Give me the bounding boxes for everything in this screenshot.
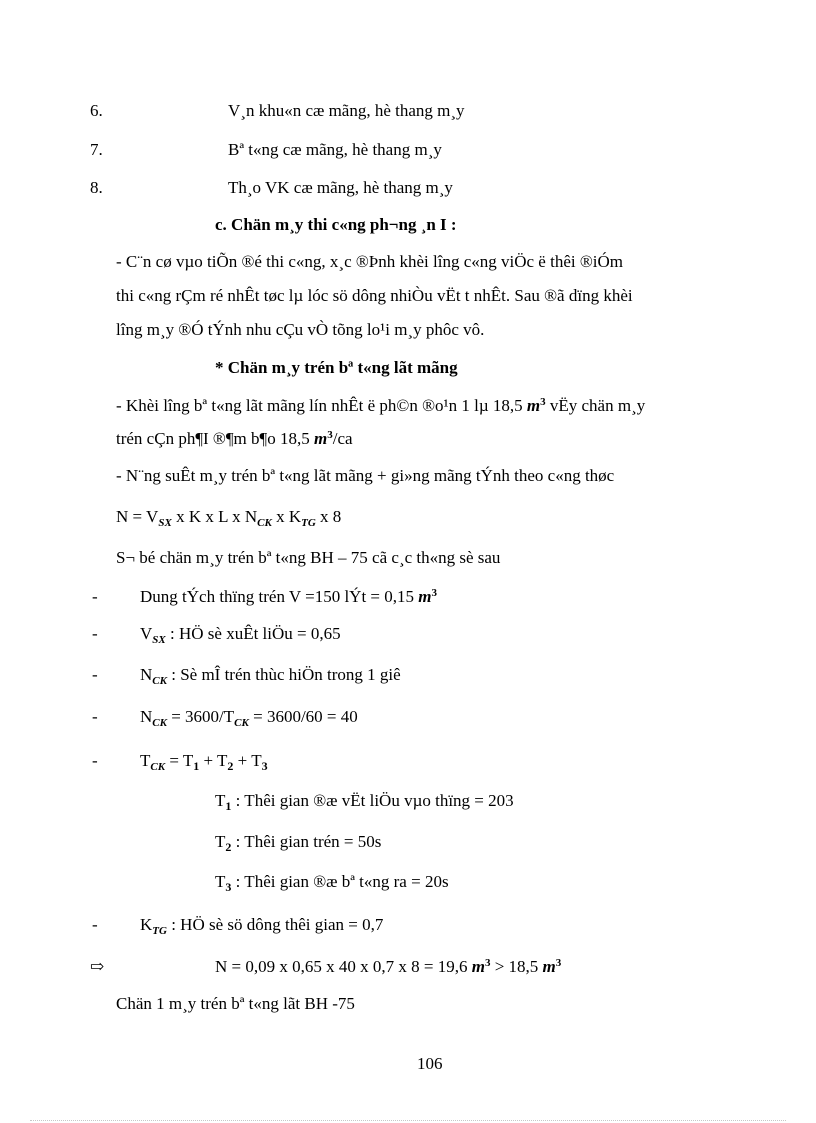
paragraph-2-line-2: trén cÇn ph¶I ®¶m b¶o 18,5 $m^3/ca$ — [116, 429, 353, 448]
arrow-icon: ⇨ — [90, 957, 105, 976]
bullet-cycle-time: $T_{CK} = T_1 + T_2 + T_3$ — [140, 751, 268, 773]
bullet-dash: - — [92, 624, 98, 643]
paragraph-3: - N¨ng suÊt m¸y trén bª t«ng lãt mãng + gi»ng mãng tÝnh theo c«ng thøc — [116, 466, 615, 485]
conclusion: Chän 1 m¸y trén bª t«ng lãt BH -75 — [116, 994, 355, 1013]
bullet-time-utilization: $K_{TG}$ : HÖ sè sö dông thêi gian = 0,7 — [140, 915, 384, 937]
bullet-dash: - — [92, 707, 98, 726]
bullet-dash: - — [92, 587, 98, 606]
result-calculation: N = 0,09 x 0,65 x 40 x 0,7 x 8 = 19,6 $m^3 > 18,5$ $m^3$ — [215, 957, 562, 976]
bullet-dash: - — [92, 665, 98, 684]
paragraph-1-line-2: thi c«ng rÇm ré nhÊt tøc lµ lóc sö dông nhiÒu vËt t nhÊt. Sau ®ã dïng khèi — [116, 286, 633, 305]
paragraph-1-line-1: - C¨n cø vµo tiÕn ®é thi c«ng, x¸c ®Þnh khèi lîng c«ng viÖc ë thêi ®iÓm — [116, 252, 623, 271]
cycle-time-t2: $T_2$ : Thêi gian trén = 50s — [215, 832, 382, 854]
list-number-8: 8. — [90, 178, 103, 197]
bullet-dash: - — [92, 915, 98, 934]
bullet-batches-per-hour: $N_{CK}$ : Sè mÎ trén thùc hiÖn trong 1 giê — [140, 665, 401, 687]
section-heading-c: c. Chän m¸y thi c«ng ph¬ng ¸n I : — [215, 215, 457, 234]
productivity-formula: $N = V_{SX}$ x K x L x $N_{CK}$ x $K_{TG}$ x 8 — [116, 507, 342, 529]
bullet-dash: - — [92, 751, 98, 770]
list-item-6: V¸n khu«n cæ mãng, hè thang m¸y — [228, 101, 465, 120]
cycle-time-t3: $T_3$ : Thêi gian ®æ bª t«ng ra = 20s — [215, 872, 449, 894]
subsection-heading: * Chän m¸y trén bª t«ng lãt mãng — [215, 358, 458, 377]
spec-intro: S¬ bé chän m¸y trén bª t«ng BH – 75 cã c¸c th«ng sè sau — [116, 548, 501, 567]
paragraph-2-line-1: - Khèi lîng bª t«ng lãt mãng lín nhÊt ë ph©n ®o¹n 1 lµ 18,5 $m^3$ vËy chän m¸y — [116, 396, 646, 415]
footer-divider — [30, 1120, 786, 1121]
list-item-8: Th¸o VK cæ mãng, hè thang m¸y — [228, 178, 453, 197]
bullet-output-coefficient: $V_{SX}$ : HÖ sè xuÊt liÖu = 0,65 — [140, 624, 341, 646]
paragraph-1-line-3: lîng m¸y ®Ó tÝnh nhu cÇu vÒ tõng lo¹i m¸y phôc vô. — [116, 320, 485, 339]
bullet-drum-capacity: Dung tÝch thïng trén V =150 lÝt = 0,15 $m^3$ — [140, 587, 437, 606]
page-number: 106 — [417, 1054, 443, 1073]
list-item-7: Bª t«ng cæ mãng, hè thang m¸y — [228, 140, 442, 159]
list-number-6: 6. — [90, 101, 103, 120]
bullet-batch-count-calc: $N_{CK} = 3600/T_{CK} = 3600/60 = 40$ — [140, 707, 358, 729]
cycle-time-t1: $T_1$ : Thêi gian ®æ vËt liÖu vµo thïng = 203 — [215, 791, 514, 813]
list-number-7: 7. — [90, 140, 103, 159]
